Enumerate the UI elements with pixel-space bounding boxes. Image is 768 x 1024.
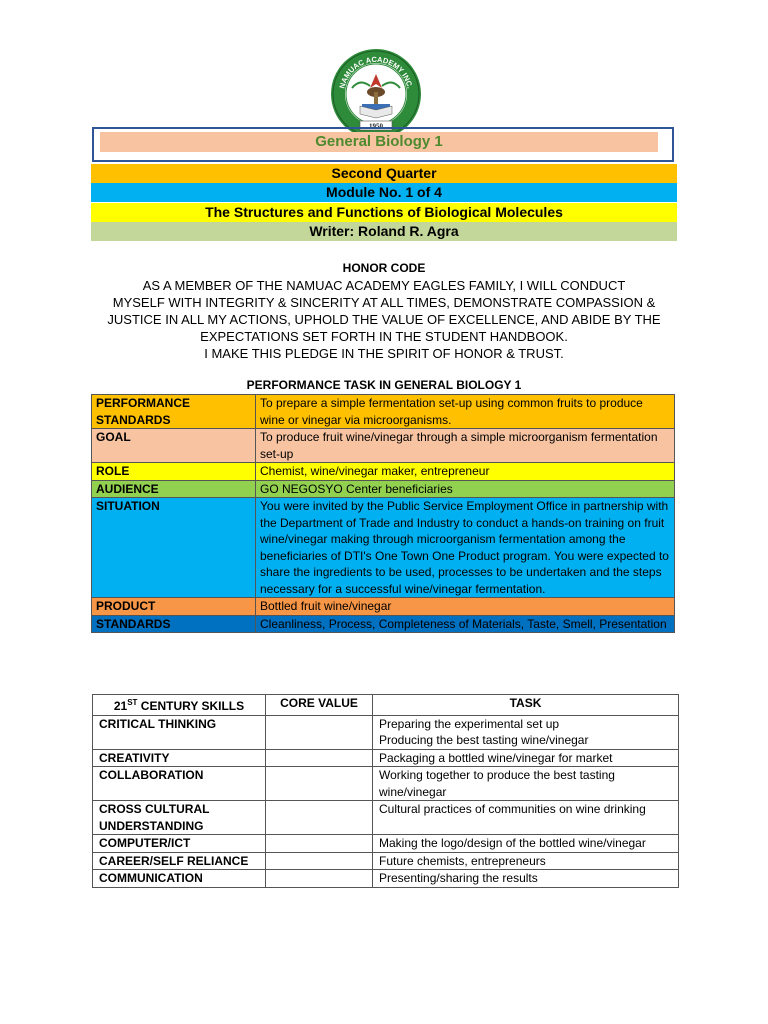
performance-row bbox=[92, 598, 675, 616]
skill-cell: CRITICAL THINKING bbox=[93, 715, 266, 749]
performance-value: Chemist, wine/vinegar maker, entrepreneur bbox=[256, 463, 675, 481]
honor-code bbox=[100, 260, 668, 362]
performance-key: GOAL bbox=[92, 429, 256, 463]
skills-row bbox=[93, 852, 679, 870]
skill-cell: COLLABORATION bbox=[93, 767, 266, 801]
title-box bbox=[92, 127, 674, 162]
performance-row bbox=[92, 615, 675, 633]
skills-row bbox=[93, 870, 679, 888]
skills-header: 21ST CENTURY SKILLS bbox=[93, 695, 266, 716]
performance-key: AUDIENCE bbox=[92, 480, 256, 498]
skill-cell: CAREER/SELF RELIANCE bbox=[93, 852, 266, 870]
performance-row bbox=[92, 463, 675, 481]
honor-line: EXPECTATIONS SET FORTH IN THE STUDENT HANDBOOK. bbox=[200, 329, 568, 344]
skill-cell: COMMUNICATION bbox=[93, 870, 266, 888]
performance-task-table bbox=[91, 394, 675, 633]
seal-year: 1950 bbox=[369, 122, 383, 131]
performance-value: Bottled fruit wine/vinegar bbox=[256, 598, 675, 616]
performance-row bbox=[92, 498, 675, 598]
skills-row bbox=[93, 715, 679, 749]
performance-value: You were invited by the Public Service Employment Office in partnership with the Department of Trade and Industry to conduct a hands-on training on fruit wine/vinegar making through microorganism fermentation among the beneficiaries of DTI's One Town One Product program. You were expected to share the ingredients to be used, processes to be undertaken and the steps necessary for a successful wine/vinegar fermentation. bbox=[256, 498, 675, 598]
core-value-cell bbox=[266, 870, 373, 888]
core-value-cell bbox=[266, 801, 373, 835]
topic-band: The Structures and Functions of Biological Molecules bbox=[91, 203, 677, 222]
honor-line: JUSTICE IN ALL MY ACTIONS, UPHOLD THE VALUE OF EXCELLENCE, AND ABIDE BY THE bbox=[107, 312, 661, 327]
honor-line: AS A MEMBER OF THE NAMUAC ACADEMY EAGLES FAMILY, I WILL CONDUCT bbox=[142, 278, 626, 293]
performance-key: PRODUCT bbox=[92, 598, 256, 616]
skills-table bbox=[92, 694, 679, 888]
task-cell: Presenting/sharing the results bbox=[373, 870, 679, 888]
task-cell: Packaging a bottled wine/vinegar for market bbox=[373, 749, 679, 767]
module-band: Module No. 1 of 4 bbox=[91, 183, 677, 202]
task-cell: Making the logo/design of the bottled wine/vinegar bbox=[373, 835, 679, 853]
core-value-cell bbox=[266, 767, 373, 801]
task-cell: Future chemists, entrepreneurs bbox=[373, 852, 679, 870]
performance-value: To produce fruit wine/vinegar through a simple microorganism fermentation set-up bbox=[256, 429, 675, 463]
core-value-cell bbox=[266, 715, 373, 749]
skills-row bbox=[93, 801, 679, 835]
skill-cell: CREATIVITY bbox=[93, 749, 266, 767]
performance-value: GO NEGOSYO Center beneficiaries bbox=[256, 480, 675, 498]
performance-row bbox=[92, 395, 675, 429]
document-title: General Biology 1 bbox=[100, 132, 658, 152]
performance-value: To prepare a simple fermentation set-up using common fruits to produce wine or vinegar via microorganisms. bbox=[256, 395, 675, 429]
writer-band: Writer: Roland R. Agra bbox=[91, 222, 677, 241]
performance-key: STANDARDS bbox=[92, 615, 256, 633]
task-header: TASK bbox=[373, 695, 679, 716]
skill-cell: CROSS CULTURAL UNDERSTANDING bbox=[93, 801, 266, 835]
core-value-cell bbox=[266, 852, 373, 870]
skills-row bbox=[93, 749, 679, 767]
skill-cell: COMPUTER/ICT bbox=[93, 835, 266, 853]
skills-row bbox=[93, 767, 679, 801]
quarter-band: Second Quarter bbox=[91, 164, 677, 183]
performance-key: SITUATION bbox=[92, 498, 256, 598]
skills-row bbox=[93, 835, 679, 853]
performance-row bbox=[92, 429, 675, 463]
task-cell: Working together to produce the best tasting wine/vinegar bbox=[373, 767, 679, 801]
core-value-header: CORE VALUE bbox=[266, 695, 373, 716]
honor-code-heading: HONOR CODE bbox=[342, 261, 426, 275]
honor-line: I MAKE THIS PLEDGE IN THE SPIRIT OF HONOR & TRUST. bbox=[204, 346, 564, 361]
task-cell: Preparing the experimental set up Producing the best tasting wine/vinegar bbox=[373, 715, 679, 749]
performance-key: ROLE bbox=[92, 463, 256, 481]
performance-row bbox=[92, 480, 675, 498]
core-value-cell bbox=[266, 749, 373, 767]
task-cell: Cultural practices of communities on wine drinking bbox=[373, 801, 679, 835]
performance-value: Cleanliness, Process, Completeness of Materials, Taste, Smell, Presentation bbox=[256, 615, 675, 633]
core-value-cell bbox=[266, 835, 373, 853]
performance-key: PERFORMANCE STANDARDS bbox=[92, 395, 256, 429]
honor-line: MYSELF WITH INTEGRITY & SINCERITY AT ALL TIMES, DEMONSTRATE COMPASSION & bbox=[112, 295, 656, 310]
performance-task-title: PERFORMANCE TASK IN GENERAL BIOLOGY 1 bbox=[246, 378, 522, 392]
seal-text: NAMUAC ACADEMY INC. bbox=[337, 54, 415, 90]
